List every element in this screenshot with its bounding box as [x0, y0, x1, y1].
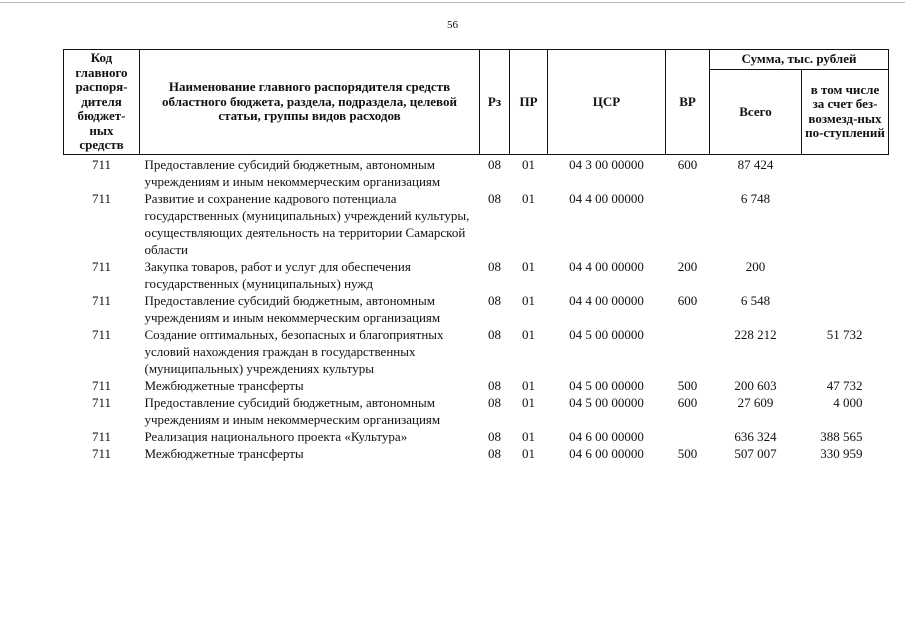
- cell-code: 711: [91, 292, 112, 308]
- cell-rz: 08: [488, 258, 501, 274]
- cell-total: 228 212: [734, 326, 777, 342]
- cell-rz: 08: [488, 292, 501, 308]
- cell-vr: [666, 190, 710, 258]
- cell-free: 388 565: [820, 428, 863, 444]
- cell-vr: 600: [677, 394, 698, 410]
- header-name: Наименование главного распорядителя средств областного бюджета, раздела, подраздела, целевой статьи, группы видов расходов: [140, 50, 480, 155]
- cell-vr: 200: [677, 258, 698, 274]
- cell-total: 200: [745, 258, 766, 274]
- cell-pr: 01: [522, 394, 535, 410]
- cell-rz: 08: [488, 445, 501, 461]
- cell-code: 711: [91, 428, 112, 444]
- cell-name: Предоставление субсидий бюджетным, автономным учреждениям и иным некоммерческим организациям: [144, 394, 441, 427]
- table-row: [64, 445, 889, 462]
- cell-csr: 04 6 00 00000: [569, 428, 644, 444]
- cell-name: Реализация национального проекта «Культура»: [144, 428, 408, 444]
- header-free: в том числе за счет без-возмезд-ных по-ступлений: [802, 70, 889, 155]
- cell-vr: 600: [677, 292, 698, 308]
- table-body: [64, 154, 889, 462]
- cell-rz: 08: [488, 377, 501, 393]
- table-row: [64, 428, 889, 445]
- header-rz: Рз: [480, 50, 510, 155]
- cell-vr: 500: [677, 445, 698, 461]
- cell-csr: 04 5 00 00000: [569, 377, 644, 393]
- table-row: [64, 292, 889, 326]
- cell-pr: 01: [522, 445, 535, 461]
- cell-code: 711: [91, 445, 112, 461]
- cell-rz: 08: [488, 156, 501, 172]
- cell-csr: 04 4 00 00000: [569, 190, 644, 206]
- cell-free: [802, 190, 889, 258]
- cell-name: Предоставление субсидий бюджетным, автономным учреждениям и иным некоммерческим организациям: [144, 156, 441, 189]
- cell-free: [802, 258, 889, 292]
- cell-vr: 600: [677, 156, 698, 172]
- header-csr: ЦСР: [548, 50, 666, 155]
- table-row: [64, 377, 889, 394]
- cell-free: 51 732: [826, 326, 863, 342]
- cell-code: 711: [91, 190, 112, 206]
- cell-pr: 01: [522, 292, 535, 308]
- cell-name: Предоставление субсидий бюджетным, автономным учреждениям и иным некоммерческим организациям: [144, 292, 441, 325]
- cell-vr: [666, 428, 710, 445]
- cell-csr: 04 4 00 00000: [569, 258, 644, 274]
- cell-csr: 04 4 00 00000: [569, 292, 644, 308]
- cell-free: [802, 154, 889, 190]
- table-row: [64, 394, 889, 428]
- cell-total: 27 609: [737, 394, 774, 410]
- cell-csr: 04 6 00 00000: [569, 445, 644, 461]
- cell-csr: 04 3 00 00000: [569, 156, 644, 172]
- cell-pr: 01: [522, 377, 535, 393]
- header-vr: ВР: [666, 50, 710, 155]
- cell-name: Создание оптимальных, безопасных и благоприятных условий нахождения граждан в государственных (муниципальных) учреждениях культуры: [144, 326, 444, 376]
- cell-total: 87 424: [737, 156, 774, 172]
- header-pr: ПР: [510, 50, 548, 155]
- cell-pr: 01: [522, 258, 535, 274]
- cell-rz: 08: [488, 394, 501, 410]
- table-row: [64, 326, 889, 377]
- table-row: [64, 154, 889, 190]
- cell-csr: 04 5 00 00000: [569, 326, 644, 342]
- table-row: [64, 258, 889, 292]
- cell-name: Закупка товаров, работ и услуг для обеспечения государственных (муниципальных) нужд: [144, 258, 411, 291]
- table-header: [64, 50, 889, 155]
- cell-pr: 01: [522, 190, 535, 206]
- cell-total: 507 007: [734, 445, 777, 461]
- cell-pr: 01: [522, 326, 535, 342]
- cell-csr: 04 5 00 00000: [569, 394, 644, 410]
- cell-rz: 08: [488, 190, 501, 206]
- cell-code: 711: [91, 258, 112, 274]
- header-code: Код главного распоря-дителя бюджет-ных средств: [64, 50, 140, 155]
- cell-code: 711: [91, 394, 112, 410]
- table-row: [64, 190, 889, 258]
- cell-code: 711: [91, 326, 112, 342]
- cell-free: 330 959: [820, 445, 863, 461]
- cell-pr: 01: [522, 428, 535, 444]
- cell-total: 636 324: [734, 428, 777, 444]
- cell-free: 4 000: [833, 394, 863, 410]
- cell-name: Межбюджетные трансферты: [144, 445, 304, 461]
- cell-code: 711: [91, 156, 112, 172]
- cell-name: Развитие и сохранение кадрового потенциала государственных (муниципальных) учреждений культуры, осуществляющих деятельность на территории Самарской области: [144, 190, 470, 257]
- budget-table: [63, 49, 889, 462]
- cell-rz: 08: [488, 326, 501, 342]
- cell-name: Межбюджетные трансферты: [144, 377, 304, 393]
- cell-total: 6 748: [740, 190, 771, 206]
- cell-pr: 01: [522, 156, 535, 172]
- cell-code: 711: [91, 377, 112, 393]
- page-number: 56: [447, 19, 458, 31]
- cell-free: [802, 292, 889, 326]
- cell-total: 6 548: [740, 292, 771, 308]
- header-sum: Сумма, тыс. рублей: [710, 50, 889, 70]
- cell-free: 47 732: [826, 377, 863, 393]
- header-total: Всего: [710, 70, 802, 155]
- scan-top-edge: [0, 2, 905, 3]
- cell-rz: 08: [488, 428, 501, 444]
- cell-vr: [666, 326, 710, 377]
- cell-vr: 500: [677, 377, 698, 393]
- cell-total: 200 603: [734, 377, 777, 393]
